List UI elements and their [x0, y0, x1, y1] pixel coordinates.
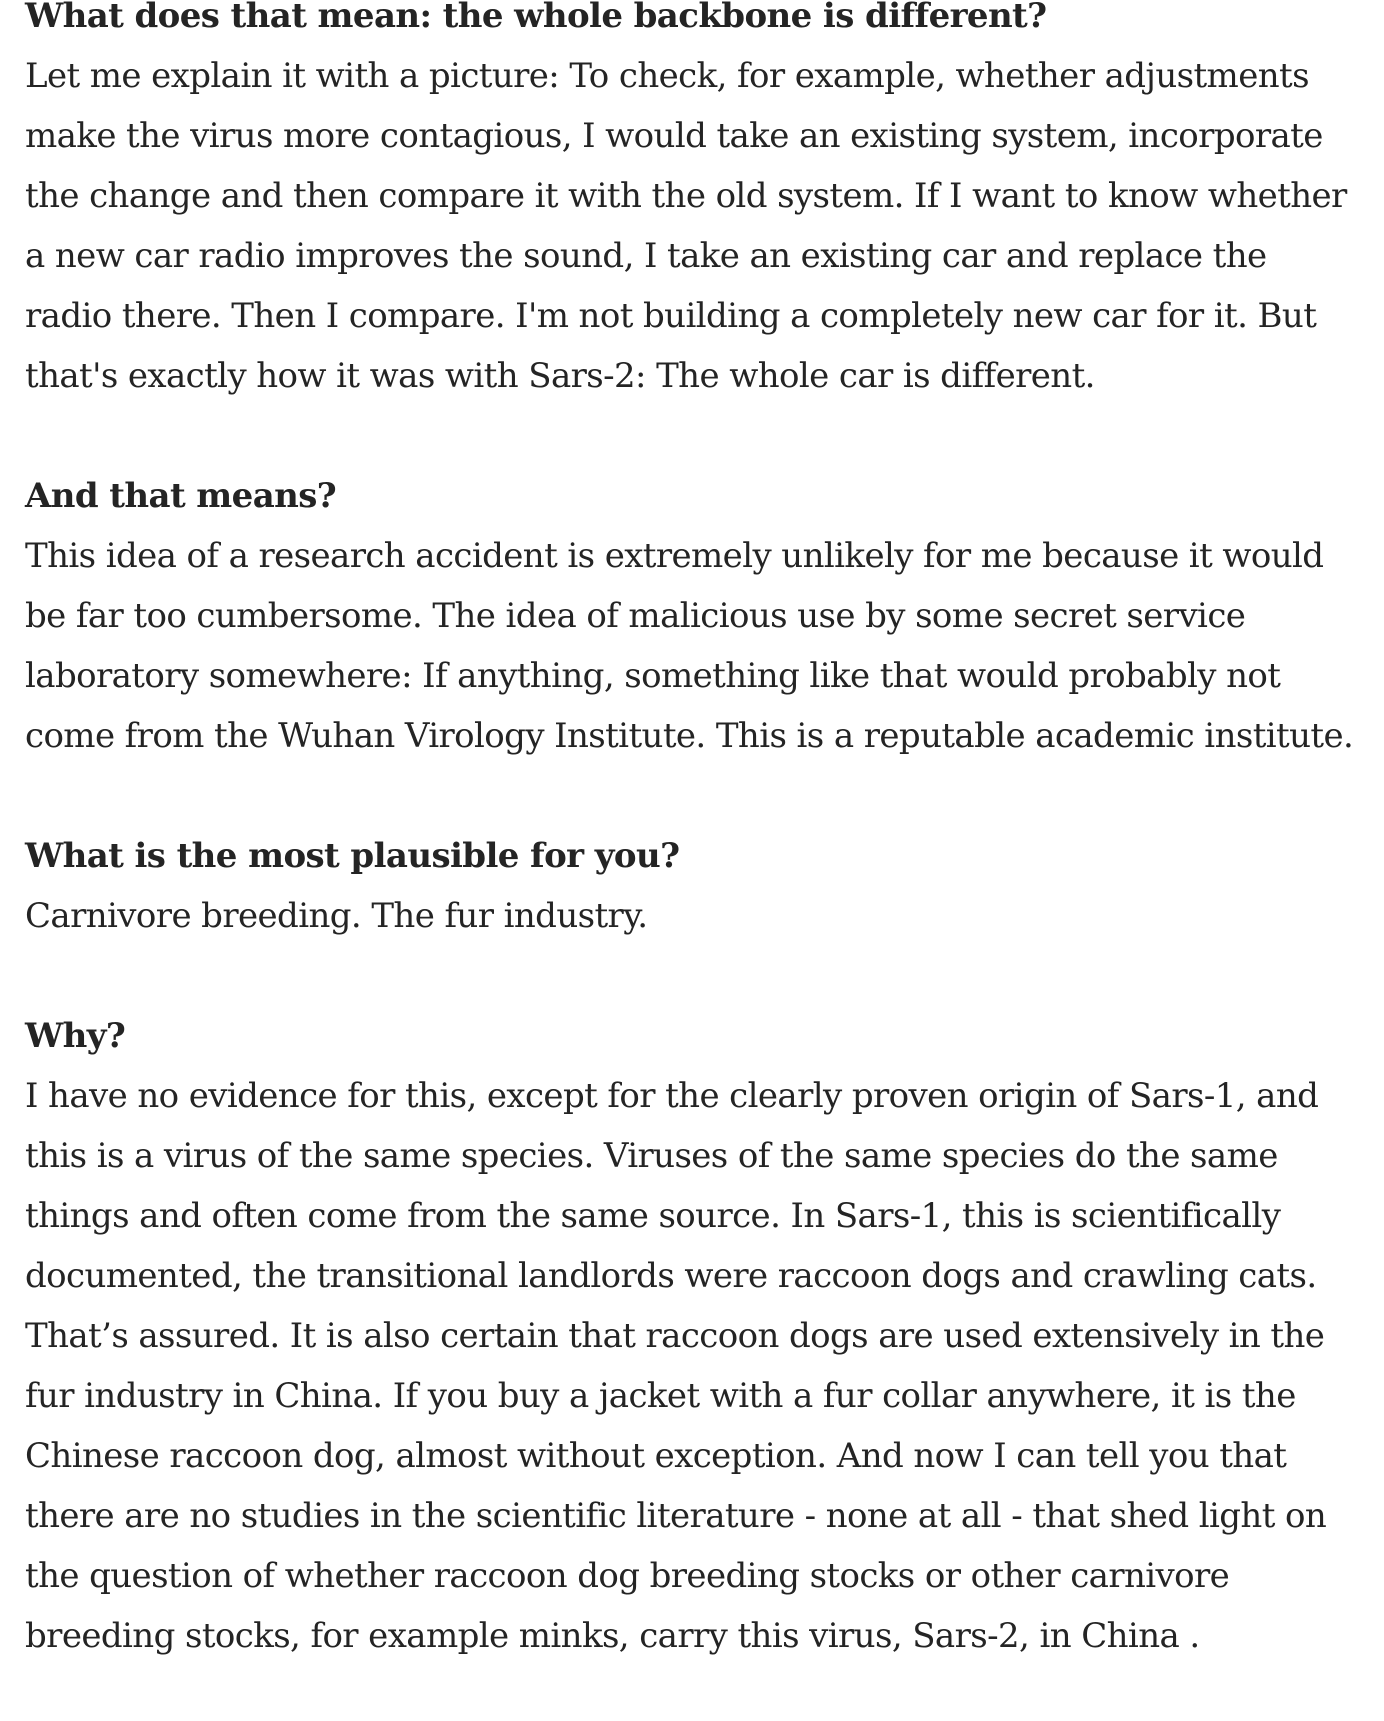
- answer-paragraph: I have no evidence for this, except for the clearly proven origin of Sars-1, and this is a virus of the same species. Viruses of the same species do the same things and often come from the same source. In Sars-1, this is scientifically documented, the transitional landlords were raccoon dogs and crawling cats. That’s assured. It is also certain that raccoon dogs are used extensively in the fur industry in China. If you buy a jacket with a fur collar anywhere, it is the Chinese raccoon dog, almost without exception. And now I can tell you that there are no studies in the scientific literature - none at all - that shed light on the question of whether raccoon dog breeding stocks or other carnivore breeding stocks, for example minks, carry this virus, Sars-2, in China .: [25, 1076, 1327, 1656]
- qa-block-backbone: [25, 0, 1355, 406]
- qa-block-why: [25, 1006, 1355, 1666]
- question-heading: And that means?: [25, 476, 337, 516]
- qa-block-plausible: [25, 826, 1355, 946]
- answer-paragraph: This idea of a research accident is extremely unlikely for me because it would be far too cumbersome. The idea of malicious use by some secret service laboratory somewhere: If anything, something like that would probably not come from the Wuhan Virology Institute. This is a reputable academic institute.: [25, 536, 1354, 756]
- question-heading: What does that mean: the whole backbone is different?: [25, 0, 1047, 36]
- question-heading: What is the most plausible for you?: [25, 836, 680, 876]
- answer-paragraph: Let me explain it with a picture: To check, for example, whether adjustments make the virus more contagious, I would take an existing system, incorporate the change and then compare it with the old system. If I want to know whether a new car radio improves the sound, I take an existing car and replace the radio there. Then I compare. I'm not building a completely new car for it. But that's exactly how it was with Sars-2: The whole car is different.: [25, 56, 1347, 396]
- answer-paragraph: Carnivore breeding. The fur industry.: [25, 896, 648, 936]
- qa-block-meaning: [25, 466, 1355, 766]
- article-body: [25, 0, 1355, 1666]
- question-heading: Why?: [25, 1016, 126, 1056]
